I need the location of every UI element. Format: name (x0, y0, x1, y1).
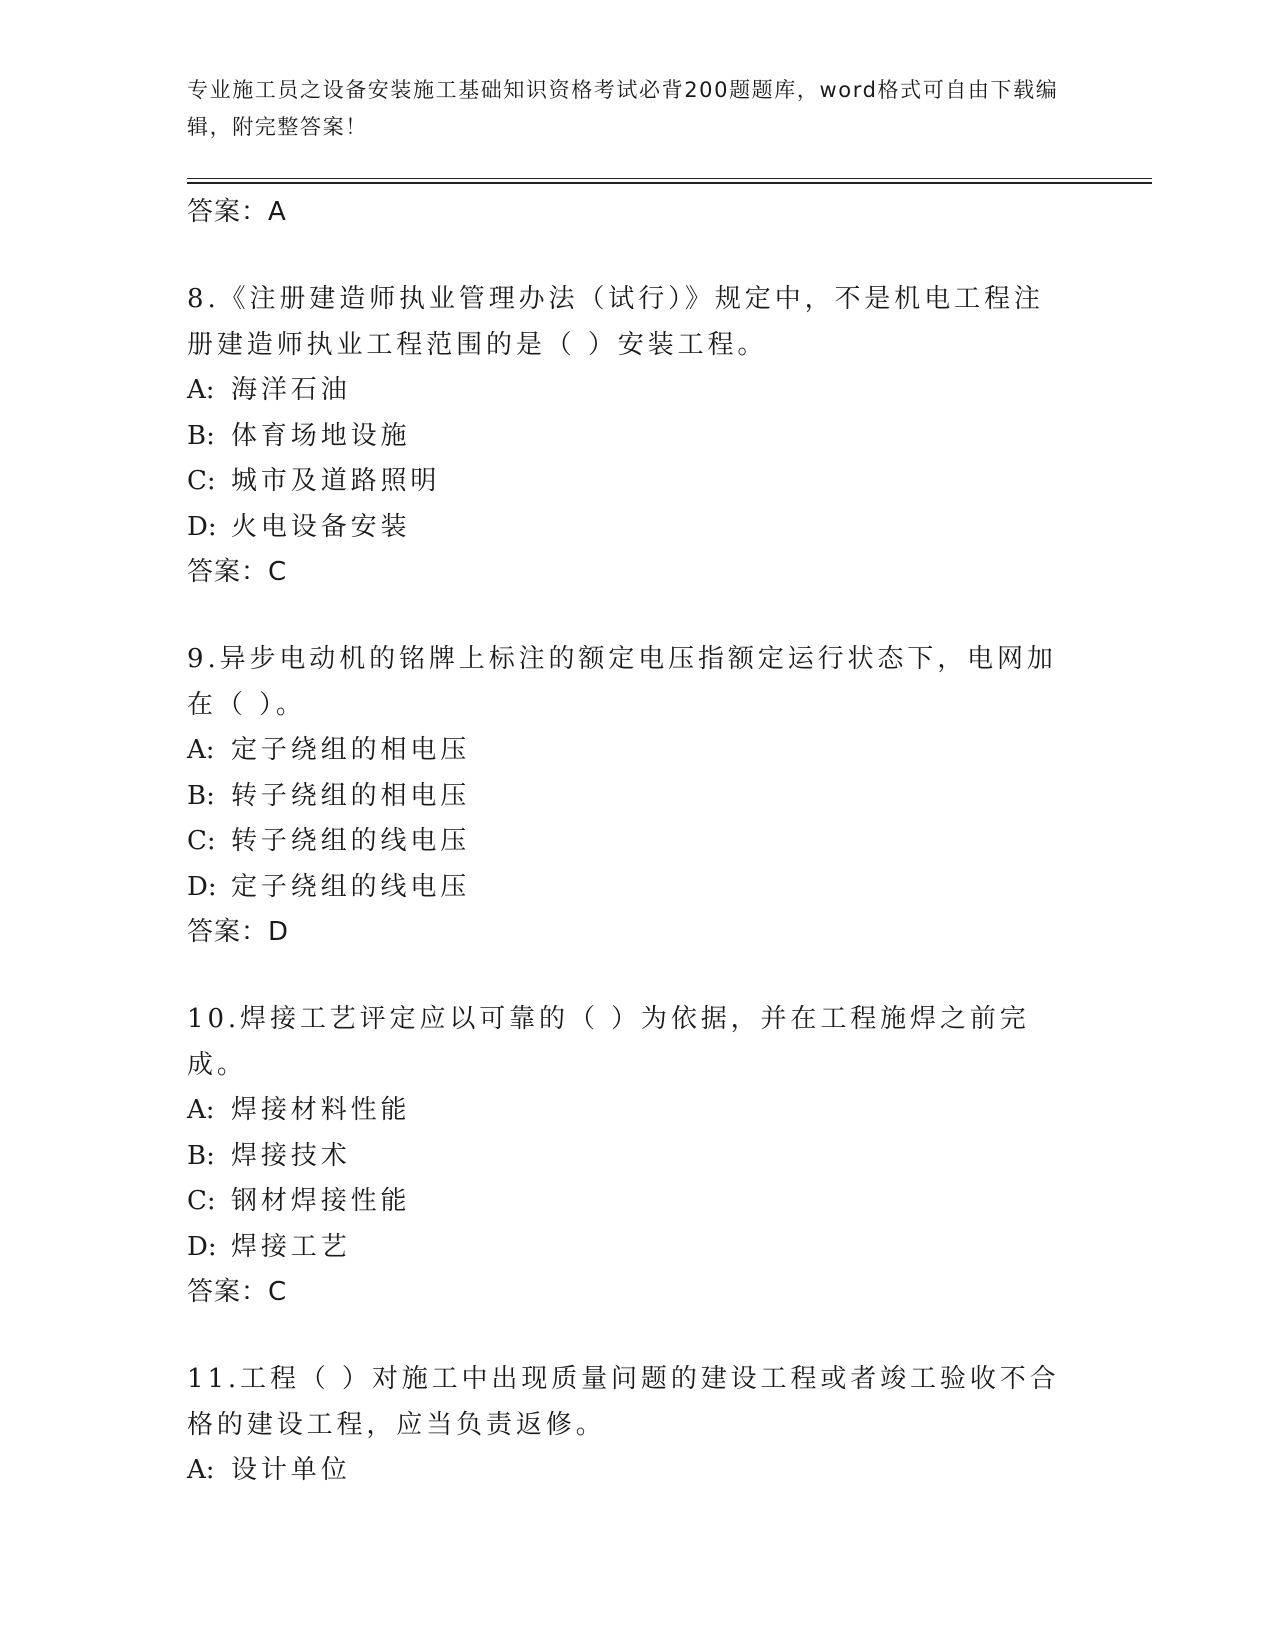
option-letter: D: (187, 1231, 217, 1262)
option-letter: A: (187, 375, 215, 405)
option-c (187, 1179, 1067, 1225)
option-text: 钢材焊接性能 (231, 1186, 411, 1216)
option-d (187, 505, 1067, 551)
option-letter: C: (187, 826, 216, 856)
option-text: 海洋石油 (231, 375, 351, 405)
question-text: 11.工程（ ）对施工中出现质量问题的建设工程或者竣工验收不合格的建设工程，应当负责返修。 (187, 1364, 1060, 1440)
header-divider-thick (187, 182, 1152, 184)
option-a (187, 368, 1067, 414)
option-text: 定子绕组的线电压 (231, 871, 471, 902)
option-letter: C: (187, 1186, 216, 1216)
option-c (187, 459, 1067, 505)
option-a (187, 1448, 1067, 1494)
option-b (187, 1134, 1067, 1180)
option-text: 体育场地设施 (231, 420, 411, 451)
option-text: 设计单位 (231, 1455, 351, 1485)
page-content (187, 190, 1067, 1494)
option-letter: D: (187, 871, 217, 902)
question-text: 9.异步电动机的铭牌上标注的额定电压指额定运行状态下，电网加在（ ）。 (187, 644, 1057, 720)
option-letter: A: (187, 735, 215, 765)
option-c (187, 819, 1067, 865)
option-a (187, 1088, 1067, 1134)
option-text: 城市及道路照明 (231, 466, 441, 496)
header-divider-thin (187, 178, 1152, 179)
option-text: 焊接材料性能 (231, 1095, 411, 1125)
page-header: 专业施工员之设备安装施工基础知识资格考试必背200题题库，word格式可自由下载编辑，附完整答案！ (187, 78, 1059, 139)
option-letter: B: (187, 1140, 215, 1171)
option-text: 转子绕组的线电压 (231, 826, 471, 856)
question-10 (187, 997, 1067, 1315)
question-text: 8.《注册建造师执业管理办法（试行）》规定中，不是机电工程注册建造师执业工程范围的是（ ）安装工程。 (187, 284, 1044, 360)
option-b (187, 774, 1067, 820)
option-letter: D: (187, 511, 217, 542)
option-text: 焊接技术 (231, 1140, 351, 1171)
option-d (187, 865, 1067, 911)
option-letter: B: (187, 780, 215, 811)
option-a (187, 728, 1067, 774)
option-text: 定子绕组的相电压 (231, 735, 471, 765)
option-letter: A: (187, 1455, 215, 1485)
question-9 (187, 637, 1067, 955)
question-text: 10.焊接工艺评定应以可靠的（ ）为依据，并在工程施焊之前完成。 (187, 1004, 1030, 1080)
option-letter: A: (187, 1095, 215, 1125)
option-text: 转子绕组的相电压 (231, 780, 471, 811)
option-b (187, 414, 1067, 460)
question-11 (187, 1357, 1067, 1494)
option-letter: B: (187, 420, 215, 451)
option-text: 火电设备安装 (231, 511, 411, 542)
answer-line: 答案：D (187, 917, 290, 947)
answer-line: 答案：C (187, 557, 288, 587)
answer-line: 答案：C (187, 1277, 288, 1307)
option-letter: C: (187, 466, 216, 496)
option-text: 焊接工艺 (231, 1231, 351, 1262)
previous-answer: 答案：A (187, 197, 287, 227)
question-8 (187, 277, 1067, 595)
option-d (187, 1225, 1067, 1271)
